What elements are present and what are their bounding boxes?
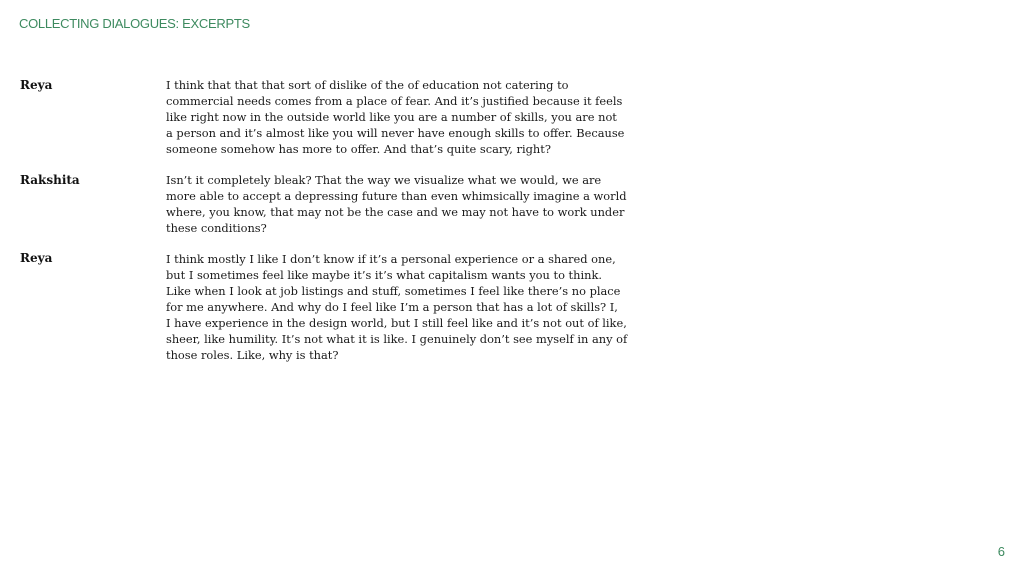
dialogue-line: commercial needs comes from a place of fear. And it’s justified because it feels — [166, 94, 623, 108]
dialogue-line: for me anywhere. And why do I feel like I’m a person that has a lot of skills? I, — [166, 300, 618, 314]
dialogue-line: but I sometimes feel like maybe it’s it’s what capitalism wants you to think. — [166, 268, 602, 282]
dialogue-line: Like when I look at job listings and stuff, sometimes I feel like there’s no place — [166, 284, 621, 298]
dialogue-line: someone somehow has more to offer. And that’s quite scary, right? — [166, 142, 551, 156]
dialogue-text — [166, 251, 736, 363]
dialogue-text — [166, 172, 736, 236]
dialogue-line: I have experience in the design world, but I still feel like and it’s not out of like, — [166, 316, 627, 330]
dialogue-text — [166, 77, 736, 157]
dialogue-line: sheer, like humility. It’s not what it is like. I genuinely don’t see myself in any of — [166, 332, 628, 346]
dialogue-line: I think that that that sort of dislike of the of education not catering to — [166, 78, 569, 92]
dialogue-line: those roles. Like, why is that? — [166, 348, 339, 362]
dialogue-line: where, you know, that may not be the case and we may not have to work under — [166, 205, 625, 219]
slide-title: COLLECTING DIALOGUES: EXCERPTS — [19, 16, 250, 31]
dialogue-line: I think mostly I like I don’t know if it’s a personal experience or a shared one, — [166, 252, 616, 266]
dialogue-line: a person and it’s almost like you will never have enough skills to offer. Because — [166, 126, 625, 140]
speaker-name: Rakshita — [20, 173, 80, 187]
speaker-name: Reya — [20, 78, 53, 92]
speaker-name: Reya — [20, 251, 53, 265]
dialogue-line: these conditions? — [166, 221, 267, 235]
page-number: 6 — [997, 544, 1005, 559]
dialogue-line: Isn’t it completely bleak? That the way we visualize what we would, we are — [166, 173, 602, 187]
dialogue-line: more able to accept a depressing future than even whimsically imagine a world — [166, 189, 627, 203]
dialogue-line: like right now in the outside world like you are a number of skills, you are not — [166, 110, 617, 124]
